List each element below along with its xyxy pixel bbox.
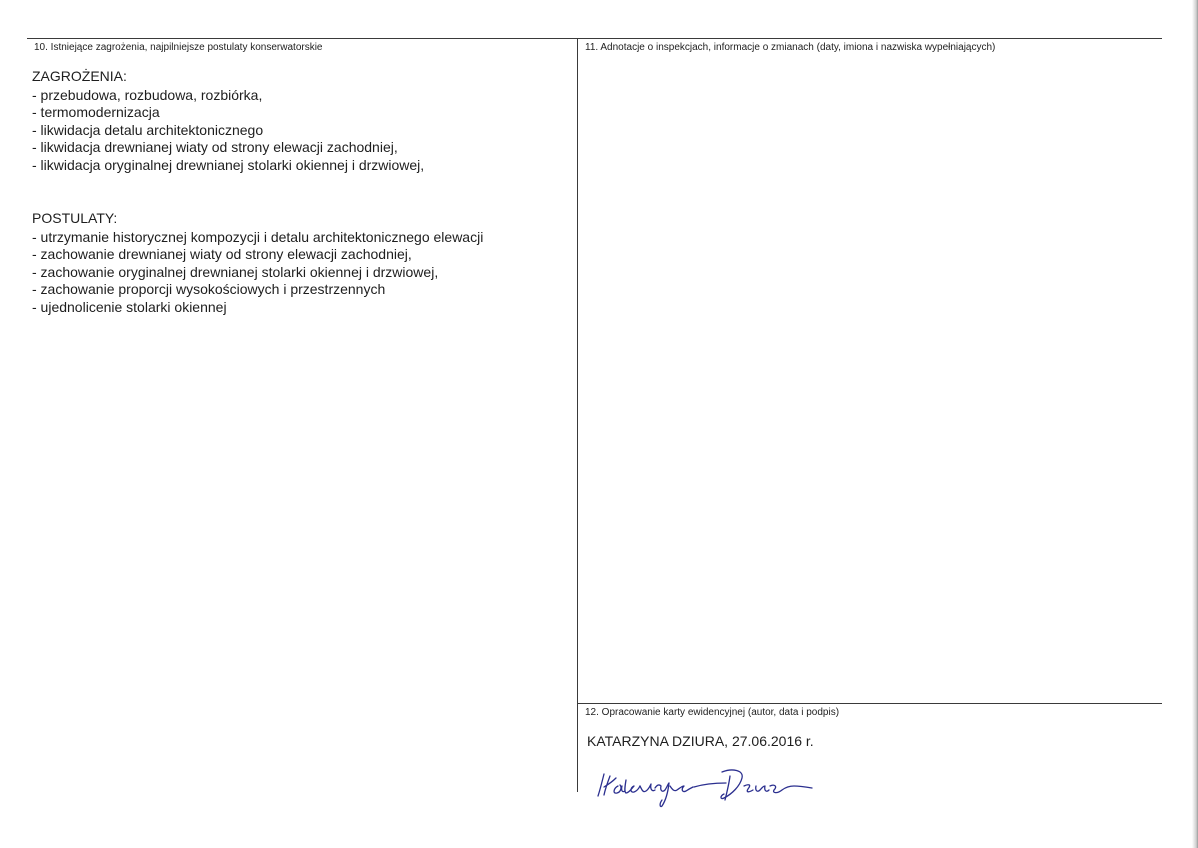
threats-list <box>32 87 424 175</box>
section-11-label: 11. Adnotacje o inspekcjach, informacje o zmianach (daty, imiona i nazwiska wypełniających) <box>585 42 996 53</box>
threat-item: - likwidacja oryginalnej drewnianej stolarki okiennej i drzwiowej, <box>32 156 425 173</box>
postulate-item: - utrzymanie historycznej kompozycji i detalu architektonicznego elewacji <box>32 228 484 245</box>
column-divider <box>577 38 578 792</box>
signature-strokes <box>598 770 812 807</box>
threats-block <box>32 68 424 175</box>
postulate-item: - ujednolicenie stolarki okiennej <box>32 298 227 315</box>
section-10-top-rule <box>27 38 577 39</box>
section-12-top-rule <box>578 703 1162 704</box>
section-11-top-rule <box>578 38 1162 39</box>
author-and-date: KATARZYNA DZIURA, 27.06.2016 r. <box>587 733 814 749</box>
postulates-heading: POSTULATY: <box>32 210 118 226</box>
section-10-label: 10. Istniejące zagrożenia, najpilniejsze postulaty konserwatorskie <box>34 42 323 53</box>
postulate-item: - zachowanie drewnianej wiaty od strony elewacji zachodniej, <box>32 246 412 263</box>
threats-heading: ZAGROŻENIA: <box>32 68 127 84</box>
threat-item: - przebudowa, rozbudowa, rozbiórka, <box>32 86 263 103</box>
handwritten-signature <box>596 762 826 810</box>
threat-item: - termomodernizacja <box>32 104 160 121</box>
postulate-item: - zachowanie oryginalnej drewnianej stolarki okiennej i drzwiowej, <box>32 263 439 280</box>
threat-item: - likwidacja drewnianej wiaty od strony elewacji zachodniej, <box>32 139 398 156</box>
postulate-item: - zachowanie proporcji wysokościowych i przestrzennych <box>32 281 386 298</box>
postulates-list <box>32 229 483 317</box>
scan-edge-shadow <box>1192 0 1198 848</box>
threat-item: - likwidacja detalu architektonicznego <box>32 121 264 138</box>
postulates-block <box>32 210 483 317</box>
section-12-label: 12. Opracowanie karty ewidencyjnej (autor, data i podpis) <box>585 707 840 718</box>
